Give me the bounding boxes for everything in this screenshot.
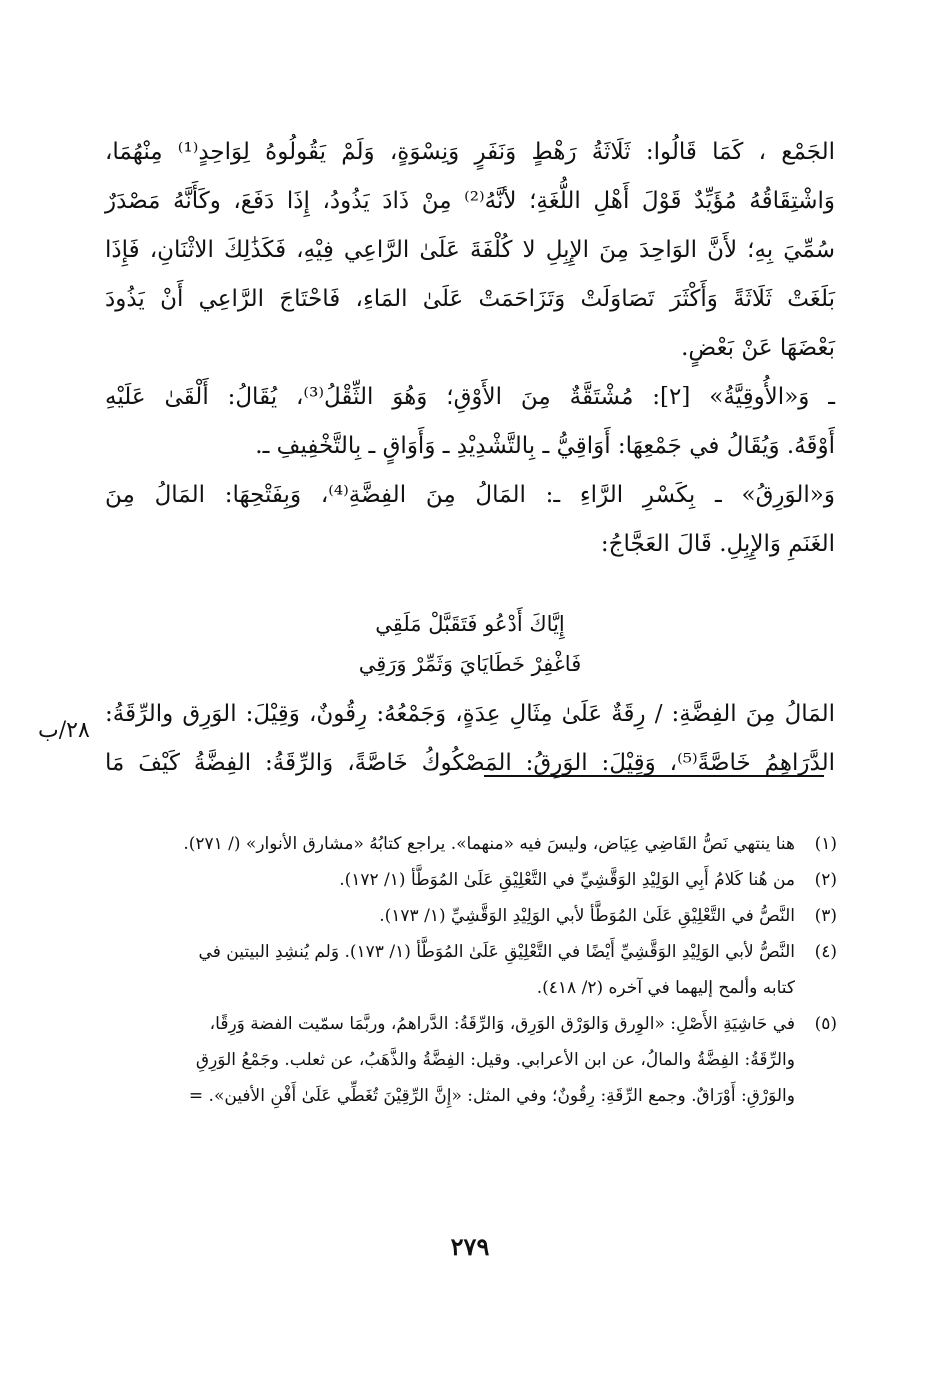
footnote-text: والوَرْقِ: أَوْرَاقٌ. وجمع الرِّقَةِ: رِقُونٌ؛ وفي المثل: «إِنَّ الرِّقِيْنَ تُغَطِّي عَلَىٰ أَفْنِ الأفين». = bbox=[188, 1086, 795, 1106]
footnote-text: والرِّقَةُ: الفِضَّةُ والمالُ، عن ابن الأعرابي. وقيل: الفِضَّةُ والذَّهَبُ، عن ثعلب. وجَمْعُ الوَرِقِ bbox=[195, 1050, 795, 1070]
footnote-number: (٣) bbox=[814, 906, 837, 926]
main-line-11: الدَّرَاهِمُ خَاصَّةً⁽⁵⁾، وَقِيْلَ: الوَرِقُ: المَصْكُوكُ خَاصَّةً، وَالرِّقَةُ: الفِضَّةُ كَيْفَ مَا bbox=[105, 750, 836, 776]
verse-line-2: فَاغْفِرْ خَطَايَايَ وَثَمِّرْ وَرَقِي bbox=[358, 652, 582, 676]
footnote-text: النَّصُّ في التَّعْلِيْقِ عَلَىٰ المُوَطَّأ لأبي الوَلِيْدِ الوَقَّشِيِّ (١/ ١٧٣). bbox=[379, 906, 795, 926]
footnote-2 bbox=[105, 862, 837, 898]
main-line-10: المَالُ مِنَ الفِضَّةِ: / رِقَةٌ عَلَىٰ مِثَالِ عِدَةٍ، وَجَمْعُهُ: رِقُونٌ، وَقِيْلَ: الوَرِق والرِّقَةُ: bbox=[105, 701, 835, 727]
footnote-number: (٤) bbox=[814, 942, 837, 962]
main-line-5: بَعْضَهَا عَنْ بَعْضٍ. bbox=[681, 335, 835, 361]
page-number: ٢٧٩ bbox=[450, 1232, 490, 1261]
footnote-3 bbox=[105, 898, 837, 934]
verse-line-1: إِيَّاكَ أَدْعُو فَتَقَبَّلْ مَلَقِي bbox=[375, 612, 565, 636]
main-line-3: سُمِّيَ بِهِ؛ لأَنَّ الوَاحِدَ مِنَ الإِبِلِ لا كُلْفَةَ عَلَىٰ الرَّاعِي فِيْهِ، فَكَذَٰلِكَ الاثْنَانِ، فَإِذَا bbox=[105, 237, 835, 263]
footnote-number: (١) bbox=[814, 834, 837, 854]
main-line-9: الغَنَمِ وَالإِبِلِ. قَالَ العَجَّاجُ: bbox=[600, 531, 835, 557]
footnote-text: من هُنا كَلامُ أَبِي الوَلِيْدِ الوَقَّشِيِّ في التَّعْلِيْقِ عَلَىٰ المُوَطَّأ (١/ ١٧٢). bbox=[339, 870, 795, 890]
main-line-2: وَاشْتِقَاقُهُ مُؤَيِّدٌ قَوْلَ أَهْلِ اللُّغَةِ؛ لأنَّهُ⁽²⁾ مِنْ ذَادَ يَذُودُ، إِذَا دَفَعَ، وكَأَنَّهُ مَصْدَرٌ bbox=[105, 188, 835, 214]
footnote-text: في حَاشِيَةِ الأَصْلِ: «الوِرق وَالوَرْق الوَرِق، وَالرِّقَةُ: الدَّراهمُ، وربَّمَا سمّيت الفضة وَرِقًا، bbox=[209, 1014, 795, 1034]
footnote-5 bbox=[105, 1006, 837, 1114]
footnote-4 bbox=[105, 934, 837, 1006]
footnote-number: (٢) bbox=[814, 870, 837, 890]
main-text bbox=[105, 128, 835, 569]
main-line-6: ـ وَ«الأُوقِيَّةُ» [٢]: مُشْتَقَّةٌ مِنَ الأَوْقِ؛ وَهُوَ الثِّقْلُ⁽³⁾، يُقَالُ: أَلْقَىٰ عَلَيْهِ bbox=[105, 384, 836, 410]
main-line-1: الجَمْع ، كَمَا قَالُوا: ثَلَاثَةُ رَهْطٍ وَنَفَرٍ وَنِسْوَةٍ، وَلَمْ يَقُولُوهُ لِوَاحِدٍ⁽¹⁾ مِنْهُمَا، bbox=[105, 139, 835, 165]
footnote-text: هنا ينتهي نَصُّ القَاضِي عِيَاض، وليسَ فيه «منهما». يراجع كتابُهُ «مشارق الأنوار» (/ ٢٧١). bbox=[183, 834, 795, 854]
footnote-text: النَّصُّ لأبي الوَلِيْدِ الوَقَّشِيِّ أَيْضًا في التَّعْلِيْقِ عَلَىٰ المُوَطَّأ (١/ ١٧٣). وَلم يُنشِدِ البيتين في bbox=[198, 942, 795, 962]
folio-margin-note: ٢٨/ب bbox=[38, 718, 90, 743]
footnote-separator bbox=[484, 775, 824, 777]
main-line-8: وَ«الوَرِقُ» ـ بِكَسْرِ الرَّاءِ ـ: المَالُ مِنَ الفِضَّةِ⁽⁴⁾، وَبِفَتْحِهَا: المَالُ مِنَ bbox=[105, 482, 835, 508]
main-line-7: أَوْقَهُ. وَيُقَالُ في جَمْعِهَا: أَوَاقِيُّ ـ بِالتَّشْدِيْدِ ـ وَأَوَاقٍ ـ بِالتَّخْفِيفِ ـ. bbox=[255, 433, 835, 459]
footnote-number: (٥) bbox=[814, 1014, 837, 1034]
footnote-1 bbox=[105, 826, 837, 862]
footnote-text: كتابه وألمح إليهما في آخره (٢/ ٤١٨). bbox=[536, 978, 795, 998]
footnotes bbox=[105, 826, 837, 1114]
main-text-continued bbox=[105, 690, 835, 788]
main-line-4: بَلَغَتْ ثَلَاثَةً وَأَكْثَرَ تَصَاوَلَتْ وَتَزَاحَمَتْ عَلَىٰ المَاءِ، فَاحْتَاجَ الرَّاعِي أَنْ يَذُودَ bbox=[105, 286, 835, 312]
